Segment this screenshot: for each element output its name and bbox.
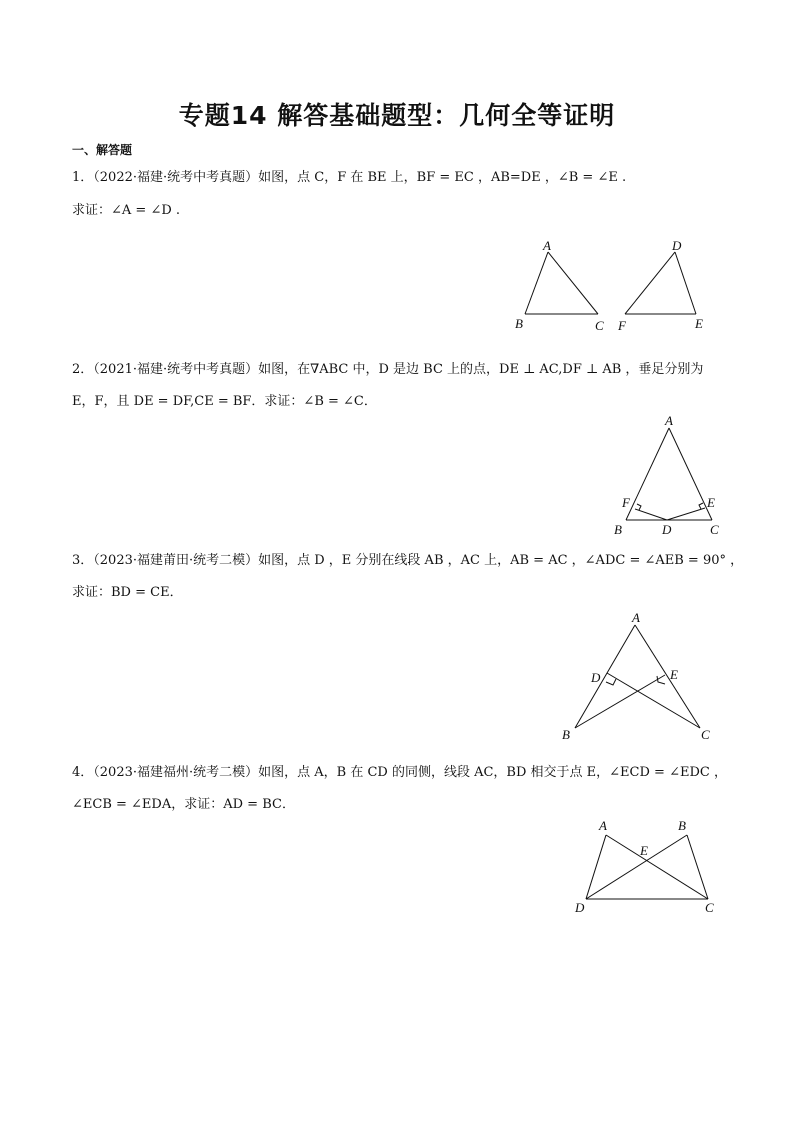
point-label-c: C bbox=[701, 727, 710, 742]
segment-de bbox=[667, 508, 705, 520]
problem-2-statement: 2．（2021·福建·统考中考真题）如图，在∇ABC 中，D 是边 BC 上的点，DE ⊥ AC,DF ⊥ AB ，垂足分别为 bbox=[72, 362, 704, 377]
problem-4-figure bbox=[570, 815, 730, 920]
segment-ac bbox=[669, 428, 712, 520]
segment-ac bbox=[548, 252, 598, 314]
problem-1-goal: 求证：∠A = ∠D . bbox=[72, 203, 181, 218]
problem-4-statement: 4．（2023·福建福州·统考二模）如图，点 A，B 在 CD 的同侧，线段 AC，BD 相交于点 E，∠ECD = ∠EDC ， bbox=[72, 765, 727, 780]
point-label-e: E bbox=[640, 843, 648, 858]
point-label-b: B bbox=[515, 316, 523, 331]
segment-be bbox=[575, 675, 665, 728]
problem-3-statement: 3．（2023·福建莆田·统考二模）如图，点 D ，E 分别在线段 AB ，AC 上，AB = AC ，∠ADC = ∠AEB = 90° ， bbox=[72, 553, 744, 568]
point-label-e: E bbox=[670, 667, 678, 682]
point-label-d: D bbox=[672, 238, 682, 253]
point-label-a: A bbox=[599, 818, 607, 833]
segment-ab bbox=[575, 625, 635, 728]
problem-2-figure bbox=[610, 410, 730, 540]
point-label-d: D bbox=[575, 900, 585, 915]
point-label-e: E bbox=[695, 316, 703, 331]
right-angle-d bbox=[606, 679, 616, 685]
point-label-c: C bbox=[595, 318, 604, 333]
point-label-d: D bbox=[591, 670, 601, 685]
problem-1-statement: 1．（2022·福建·统考中考真题）如图，点 C，F 在 BE 上，BF = EC ，AB=DE ，∠B = ∠E . bbox=[72, 170, 627, 185]
problem-1-figure bbox=[510, 236, 720, 336]
point-label-a: A bbox=[543, 238, 551, 253]
point-label-b: B bbox=[678, 818, 686, 833]
problem-3-goal: 求证：BD = CE． bbox=[72, 585, 183, 600]
problem-4-goal: ∠ECB = ∠EDA，求证：AD = BC． bbox=[72, 797, 295, 812]
point-label-a: A bbox=[665, 413, 673, 428]
segment-df bbox=[635, 509, 667, 520]
point-label-c: C bbox=[705, 900, 714, 915]
problem-2-goal: E，F，且 DE = DF,CE = BF．求证：∠B = ∠C． bbox=[72, 394, 377, 409]
segment-ac bbox=[606, 835, 708, 899]
segment-ac bbox=[635, 625, 700, 728]
segment-fd bbox=[625, 252, 675, 314]
point-label-c: C bbox=[710, 522, 719, 537]
point-label-a: A bbox=[632, 610, 640, 625]
point-label-f: F bbox=[618, 318, 626, 333]
section-heading: 一、解答题 bbox=[72, 143, 133, 157]
segment-bc bbox=[687, 835, 708, 899]
point-label-b: B bbox=[614, 522, 622, 537]
point-label-e: E bbox=[707, 495, 715, 510]
right-angle-e bbox=[699, 503, 703, 509]
segment-ab bbox=[626, 428, 669, 520]
point-label-f: F bbox=[622, 495, 630, 510]
page-title: 专题14 解答基础题型：几何全等证明 bbox=[178, 101, 616, 130]
segment-ab bbox=[525, 252, 548, 314]
segment-de bbox=[675, 252, 696, 314]
point-label-d: D bbox=[662, 522, 672, 537]
segment-bd bbox=[586, 835, 687, 899]
problem-3-figure bbox=[555, 605, 725, 750]
right-angle-f bbox=[637, 504, 641, 510]
segment-ad bbox=[586, 835, 606, 899]
point-label-b: B bbox=[562, 727, 570, 742]
